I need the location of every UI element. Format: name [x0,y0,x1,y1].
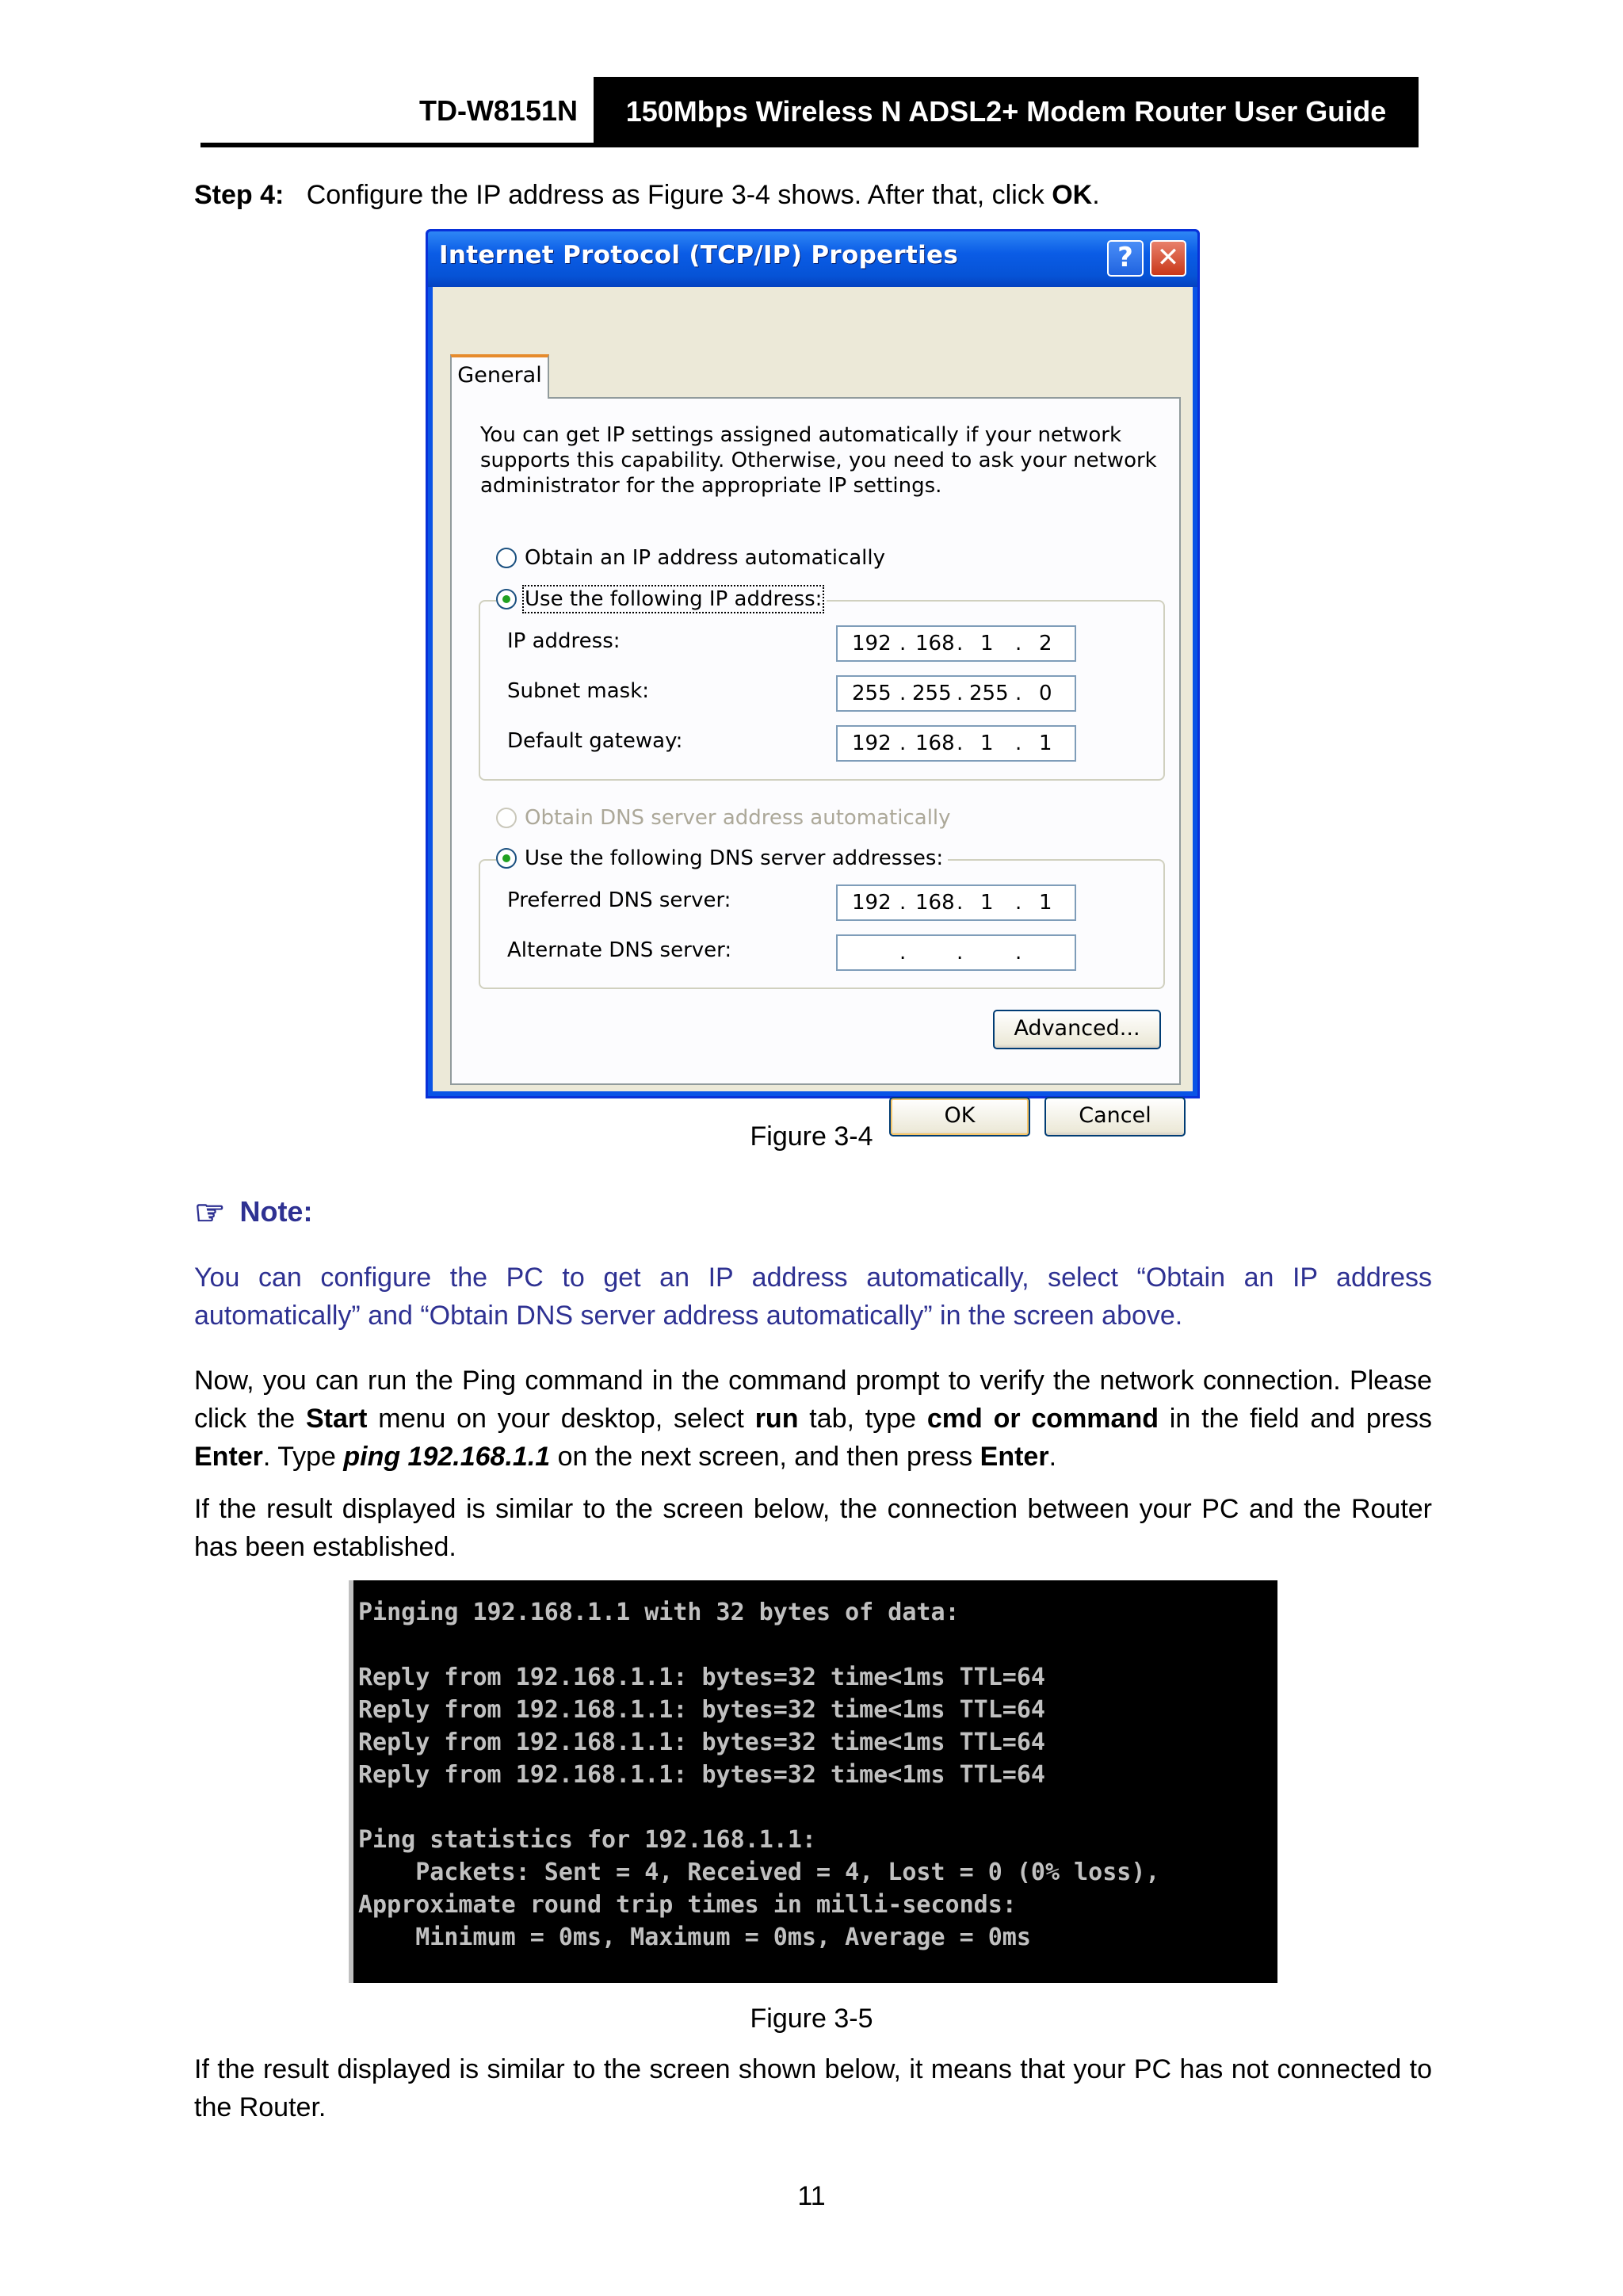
console-line: Pinging 192.168.1.1 with 32 bytes of data: [358,1599,960,1626]
cancel-button[interactable]: Cancel [1044,1097,1186,1137]
dns-octet-4: 1 [1039,891,1052,915]
gw-octet-4: 1 [1039,732,1052,755]
dot: . [899,732,907,755]
text-run: menu on your desktop, select [367,1404,755,1434]
dns-octet-2: 168 [915,891,955,915]
radio-obtain-dns-label: Obtain DNS server address automatically [525,806,951,830]
mask-octet-3: 255 [969,682,1009,705]
ip-octet-3: 1 [980,632,994,655]
radio-use-ip-row[interactable] [496,586,827,613]
gw-octet-1: 192 [852,732,892,755]
pointing-hand-icon: ☞ [194,1194,226,1232]
cmd-term: cmd or command [926,1404,1159,1434]
console-line: Reply from 192.168.1.1: bytes=32 time<1ms TTL=64 [358,1729,1045,1756]
result-paragraph: If the result displayed is similar to the screen below, the connection between your PC and the Router has been established. [194,1494,1432,1562]
mask-octet-1: 255 [852,682,892,705]
figure-3-5-caption: Figure 3-5 [750,2004,873,2034]
header-model: TD-W8151N [418,94,578,127]
gw-octet-3: 1 [980,732,994,755]
console-line: Ping statistics for 192.168.1.1: [358,1826,816,1854]
dialog-titlebar[interactable] [428,231,1197,287]
text-run: on the next screen, and then press [550,1442,980,1472]
note-heading [194,1193,312,1232]
help-button[interactable] [1107,240,1144,277]
dns-octet-1: 192 [852,891,892,915]
ip-address-label: IP address: [507,629,621,653]
alternate-dns-field[interactable] [836,934,1076,971]
dot: . [1015,632,1022,655]
console-line: Packets: Sent = 4, Received = 4, Lost = 0 (0% loss), [358,1859,1160,1886]
failure-paragraph: If the result displayed is similar to the screen shown below, it means that your PC has not connected to the Router. [194,2054,1432,2122]
text-run: tab, type [798,1404,927,1434]
step-ok-word: OK [1052,180,1093,210]
advanced-button[interactable]: Advanced... [993,1010,1161,1049]
figure-3-4-caption: Figure 3-4 [750,1121,873,1152]
start-menu-term: Start [306,1404,368,1434]
run-term: run [754,1404,799,1434]
ip-octet-2: 168 [915,632,955,655]
preferred-dns-field[interactable] [836,884,1076,921]
note-label: Note: [239,1195,313,1228]
default-gateway-field[interactable] [836,725,1076,762]
ping-command: ping 192.168.1.1 [343,1442,551,1472]
ip-octet-4: 2 [1039,632,1052,655]
help-icon: ? [1117,242,1133,273]
alternate-dns-label: Alternate DNS server: [507,938,732,962]
radio-use-dns-label: Use the following DNS server addresses: [525,846,944,870]
dot: . [899,682,907,705]
text-run: in the field and press [1159,1404,1433,1434]
enter-term: Enter [980,1442,1049,1472]
console-line: Minimum = 0ms, Maximum = 0ms, Average = 0ms [358,1924,1031,1951]
dot: . [899,632,907,655]
dot: . [1015,891,1022,915]
dot: . [957,682,964,705]
header-title: 150Mbps Wireless N ADSL2+ Modem Router User Guide [594,77,1419,144]
radio-use-ip-label: Use the following IP address: [525,587,823,611]
step-label: Step 4: [194,180,285,210]
radio-use-ip[interactable] [496,589,517,609]
subnet-mask-field[interactable] [836,675,1076,712]
radio-use-dns-row[interactable] [496,845,948,872]
radio-obtain-dns[interactable] [496,808,517,828]
mask-octet-4: 0 [1039,682,1052,705]
text-run: . Type [262,1442,344,1472]
default-gateway-label: Default gateway: [507,729,683,753]
mask-octet-2: 255 [912,682,952,705]
radio-obtain-ip[interactable] [496,548,517,568]
ok-button[interactable]: OK [889,1097,1030,1137]
dot: . [1015,682,1022,705]
dot: . [1015,941,1022,965]
dot: . [957,941,964,965]
text-run: . [1048,1442,1057,1472]
dot: . [899,941,907,965]
radio-obtain-ip-row[interactable] [496,544,885,571]
dot: . [957,891,964,915]
ip-settings-group [479,600,1165,781]
dialog-client-area [433,287,1193,1128]
general-tab-panel [450,397,1181,1085]
console-line: Reply from 192.168.1.1: bytes=32 time<1ms TTL=64 [358,1664,1045,1691]
dialog-title: Internet Protocol (TCP/IP) Properties [439,241,959,269]
dot: . [1015,732,1022,755]
step-text: Configure the IP address as Figure 3-4 shows. After that, click [306,180,1052,210]
subnet-mask-label: Subnet mask: [507,679,650,703]
radio-obtain-dns-row[interactable] [496,804,951,831]
radio-use-dns[interactable] [496,848,517,869]
console-line: Reply from 192.168.1.1: bytes=32 time<1ms TTL=64 [358,1761,1045,1789]
enter-term: Enter [194,1442,263,1472]
close-button[interactable] [1150,240,1186,277]
console-line: Approximate round trip times in milli-seconds: [358,1891,1017,1919]
gw-octet-2: 168 [915,732,955,755]
command-prompt-output [349,1580,1277,1983]
preferred-dns-label: Preferred DNS server: [507,888,731,912]
dns-settings-group [479,859,1165,989]
text-run: Now, you can run the Ping command in the command prompt to verify the network connection. Please click the [194,1366,1432,1434]
note-text: You can configure the PC to get an IP address automatically, select “Obtain an IP address automatically” and “Obtain DNS server address automatically” in the screen above. [194,1263,1432,1331]
close-icon: ✕ [1156,242,1180,273]
page-header [200,77,1419,144]
ping-instructions [194,1362,1432,1476]
intro-text: You can get IP settings assigned automatically if your network supports this capability. Otherwise, you need to ask your network administrator for the appropriate IP settings. [480,423,1157,498]
header-rule [200,143,1419,147]
dns-octet-3: 1 [980,891,994,915]
ip-octet-1: 192 [852,632,892,655]
dot: . [957,632,964,655]
step-period: . [1092,180,1100,210]
dot: . [899,891,907,915]
radio-obtain-ip-label: Obtain an IP address automatically [525,546,886,570]
tab-general[interactable]: General [450,354,549,399]
ip-address-field[interactable] [836,625,1076,662]
step-4-instruction [194,176,1100,214]
console-line: Reply from 192.168.1.1: bytes=32 time<1ms TTL=64 [358,1696,1045,1724]
dot: . [957,732,964,755]
tcpip-properties-dialog [426,229,1200,1128]
page-number: 11 [797,2181,826,2211]
